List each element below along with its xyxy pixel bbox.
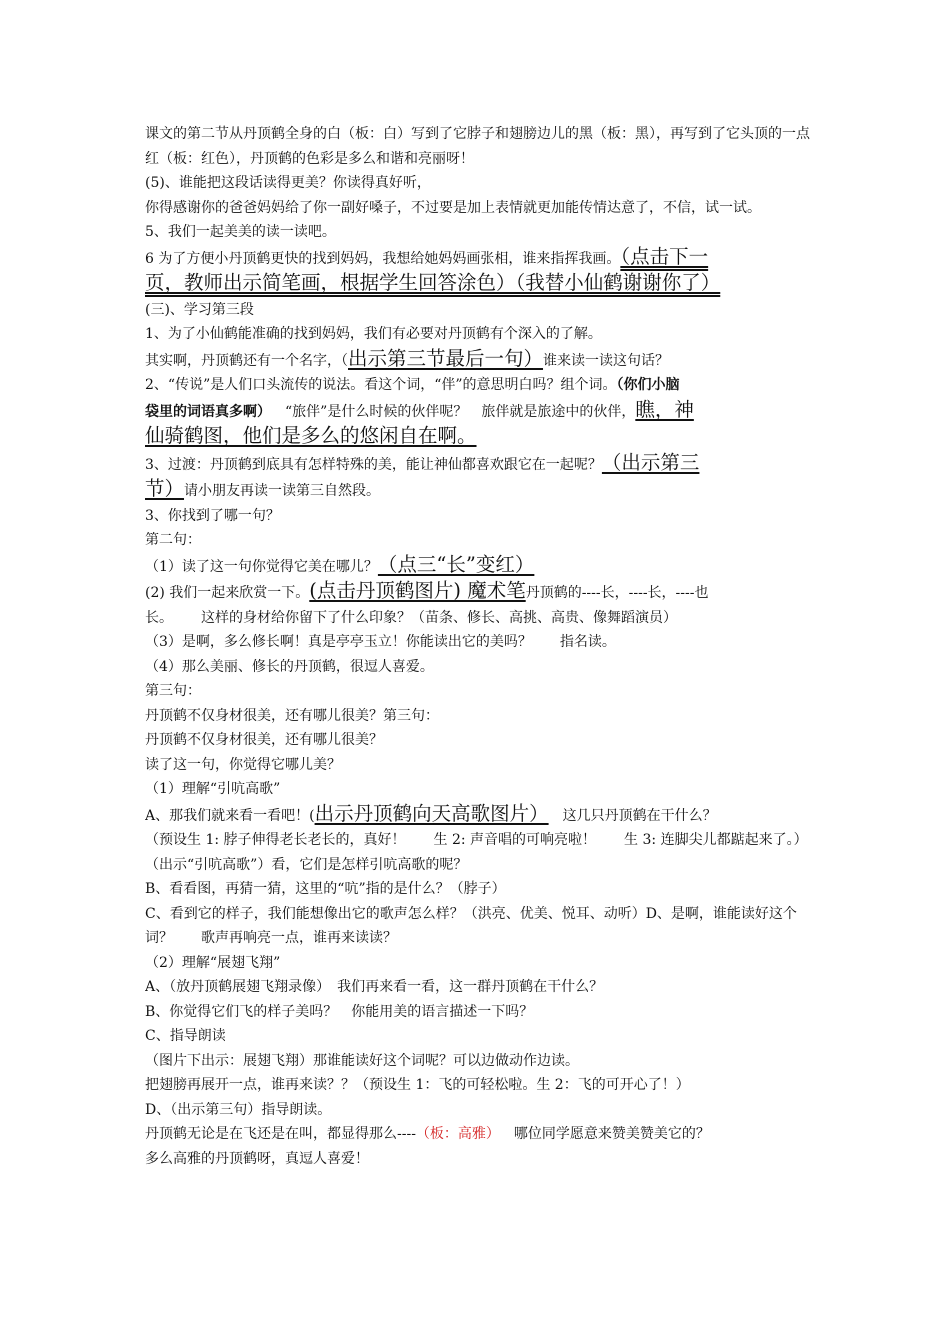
paragraph-where-beautiful — [145, 553, 813, 580]
paragraph-guess-word: B、看看图，再猜一猜，这里的“吭”指的是什么？（脖子） — [145, 881, 506, 897]
paragraph-other-name — [145, 347, 813, 374]
paragraph-legend-end — [145, 424, 813, 451]
heading-third-sentence: 第三句： — [145, 683, 201, 699]
legend-text: 2、“传说”是人们口头流传的说法。看这个词，“伴”的意思明白吗？组个词。 — [145, 377, 617, 393]
appreciate-impression: 这样的身材给你留下了什么印象？（苗条、修长、高挑、高贵、像舞蹈演员） — [201, 609, 677, 626]
appreciate-text: (2) 我们一起来欣赏一下。 — [145, 585, 310, 601]
paragraph-color-summary: 课文的第二节从丹顶鹤全身的白（板：白）写到了它脖子和翅膀边儿的黑（板：黑），再写到了它头顶的一点红（板：红色），丹顶鹤的色彩是多么和谐和亮丽呀！ — [145, 126, 810, 167]
paragraph-appreciate-cont — [145, 606, 813, 631]
heading-second-sentence: 第二句： — [145, 532, 201, 548]
elegant-question: 哪位同学愿意来赞美赞美它的？ — [513, 1126, 710, 1142]
legend-bold-start: （你们小脑 — [616, 377, 680, 393]
paragraph-guide-reading: C、指导朗读 — [145, 1028, 226, 1044]
paragraph-transition — [145, 451, 813, 478]
paragraph-read-better: (5)、谁能把这段话读得更美？你读得真好听， — [145, 175, 431, 191]
other-name-question: 谁来读一读这句话？ — [543, 352, 670, 369]
paragraph-show-singing: （出示“引吭高歌”）看，它们是怎样引吭高歌的呢？ — [145, 856, 468, 873]
paragraph-picture-caption: （图片下出示：展翅飞翔）那谁能读好这个词呢？可以边做动作边读。 — [145, 1052, 579, 1069]
section-heading-part-3: (三)、学习第三段 — [145, 301, 254, 318]
transition-text: 3、过渡：丹顶鹤到底具有怎样特殊的美，能让神仙都喜欢跟它在一起呢？ — [145, 456, 602, 473]
paragraph-thank-parents: 你得感谢你的爸爸妈妈给了你一副好嗓子，不过要是加上表情就更加能传情达意了，不信，试一试。 — [145, 199, 761, 216]
paragraph-lovely: （4）那么美丽、修长的丹顶鹤，很逗人喜爱。 — [145, 658, 434, 675]
where-beautiful-note: （点三“长”变红） — [377, 552, 535, 576]
paragraph-read-this: 读了这一句，你觉得它哪儿美？ — [145, 756, 341, 773]
slender-read: 指名读。 — [559, 634, 616, 650]
paragraph-third-question-a: 丹顶鹤不仅身材很美，还有哪儿很美？第三句： — [145, 707, 439, 724]
elegant-text: 丹顶鹤无论是在飞还是在叫，都显得那么---- — [145, 1126, 416, 1142]
paragraph-transition-cont — [145, 477, 813, 504]
paragraph-elegant — [145, 1122, 813, 1147]
draw-mother-note-start: （点击下一 — [620, 244, 709, 268]
document-page — [145, 122, 813, 1171]
paragraph-conclusion: 多么高雅的丹顶鹤呀，真逗人喜爱！ — [145, 1150, 369, 1167]
legend-note-end: 仙骑鹤图，他们是多么的悠闲自在啊。 — [145, 424, 477, 447]
look-singing-text: A、那我们就来看一看吧！( — [145, 807, 315, 824]
elegant-board-note: （板：高雅） — [415, 1126, 500, 1142]
paragraph-third-question-b: 丹顶鹤不仅身材很美，还有哪儿很美？ — [145, 732, 383, 748]
transition-note-start: （出示第三 — [601, 450, 700, 474]
paragraph-legend-cont — [145, 398, 813, 425]
heading-understand-singing: （1）理解“引吭高歌” — [145, 781, 281, 797]
paragraph-slender — [145, 630, 813, 655]
paragraph-flying-beautiful: B、你觉得它们飞的样子美吗？ 你能用美的语言描述一下吗？ — [145, 1003, 534, 1020]
paragraph-draw-mother — [145, 245, 813, 272]
other-name-text: 其实啊，丹顶鹤还有一个名字，（ — [145, 352, 348, 369]
legend-note-start: 瞧，神 — [635, 397, 694, 421]
paragraph-look-singing — [145, 802, 813, 829]
paragraph-legend — [145, 373, 813, 398]
legend-answer: 旅伴就是旅途中的伙伴， — [481, 403, 636, 420]
paragraph-draw-mother-cont — [145, 271, 813, 298]
appreciate-long: 长。 — [145, 609, 173, 626]
appreciate-blanks: 丹顶鹤的----长，----长，----也 — [525, 585, 709, 601]
transition-instruction: 请小朋友再读一读第三自然段。 — [184, 483, 381, 499]
paragraph-spread-wings: 把翅膀再展开一点，谁再来读？？（预设生 1：飞的可轻松啦。生 2：飞的可开心了！） — [145, 1077, 690, 1093]
paragraph-understand-crane: 1、为了小仙鹤能准确的找到妈妈，我们有必要对丹顶鹤有个深入的了解。 — [145, 326, 602, 342]
paragraph-preset-answers: （预设生 1: 脖子伸得老长老长的，真好！ 生 2: 声音唱的可响亮啦！ 生 3: 连脚尖儿都踮起来了。） — [145, 832, 808, 848]
paragraph-imagine-song: C、看到它的样子，我们能想像出它的歌声怎么样？（洪亮、优美、悦耳、动听）D、是啊，谁能读好这个词？ 歌声再响亮一点，谁再来读读？ — [145, 905, 797, 946]
where-beautiful-text: （1）读了这一句你觉得它美在哪儿？ — [145, 558, 378, 575]
draw-mother-note-end: 页，教师出示简笔画，根据学生回答涂色）（我替小仙鹤谢谢你了） — [145, 271, 721, 294]
paragraph-appreciate — [145, 579, 813, 606]
paragraph-read-together: 5、我们一起美美的读一读吧。 — [145, 224, 336, 240]
draw-mother-text: 6 为了方便小丹顶鹤更快的找到妈妈，我想给她妈妈画张相，谁来指挥我画。 — [145, 250, 621, 267]
paragraph-flying-video: A、（放丹顶鹤展翅飞翔录像） 我们再来看一看，这一群丹顶鹤在干什么？ — [145, 979, 604, 995]
look-singing-note: 出示丹顶鹤向天高歌图片） — [314, 801, 549, 825]
paragraph-show-third: D、（出示第三句）指导朗读。 — [145, 1101, 332, 1118]
legend-question: “旅伴”是什么时候的伙伴呢？ — [285, 403, 468, 420]
legend-bold-end: 袋里的词语真多啊） — [145, 403, 271, 420]
other-name-note: 出示第三节最后一句） — [348, 346, 544, 370]
heading-understand-flying: （2）理解“展翅飞翔” — [145, 954, 281, 971]
slender-text: （3）是啊，多么修长啊！真是亭亭玉立！你能读出它的美吗？ — [145, 634, 532, 650]
paragraph-which-sentence: 3、你找到了哪一句？ — [145, 507, 280, 524]
look-singing-question: 这几只丹顶鹤在干什么？ — [562, 807, 717, 824]
appreciate-note: (点击丹顶鹤图片) 魔术笔 — [309, 579, 526, 602]
transition-note-end: 节） — [145, 477, 185, 500]
